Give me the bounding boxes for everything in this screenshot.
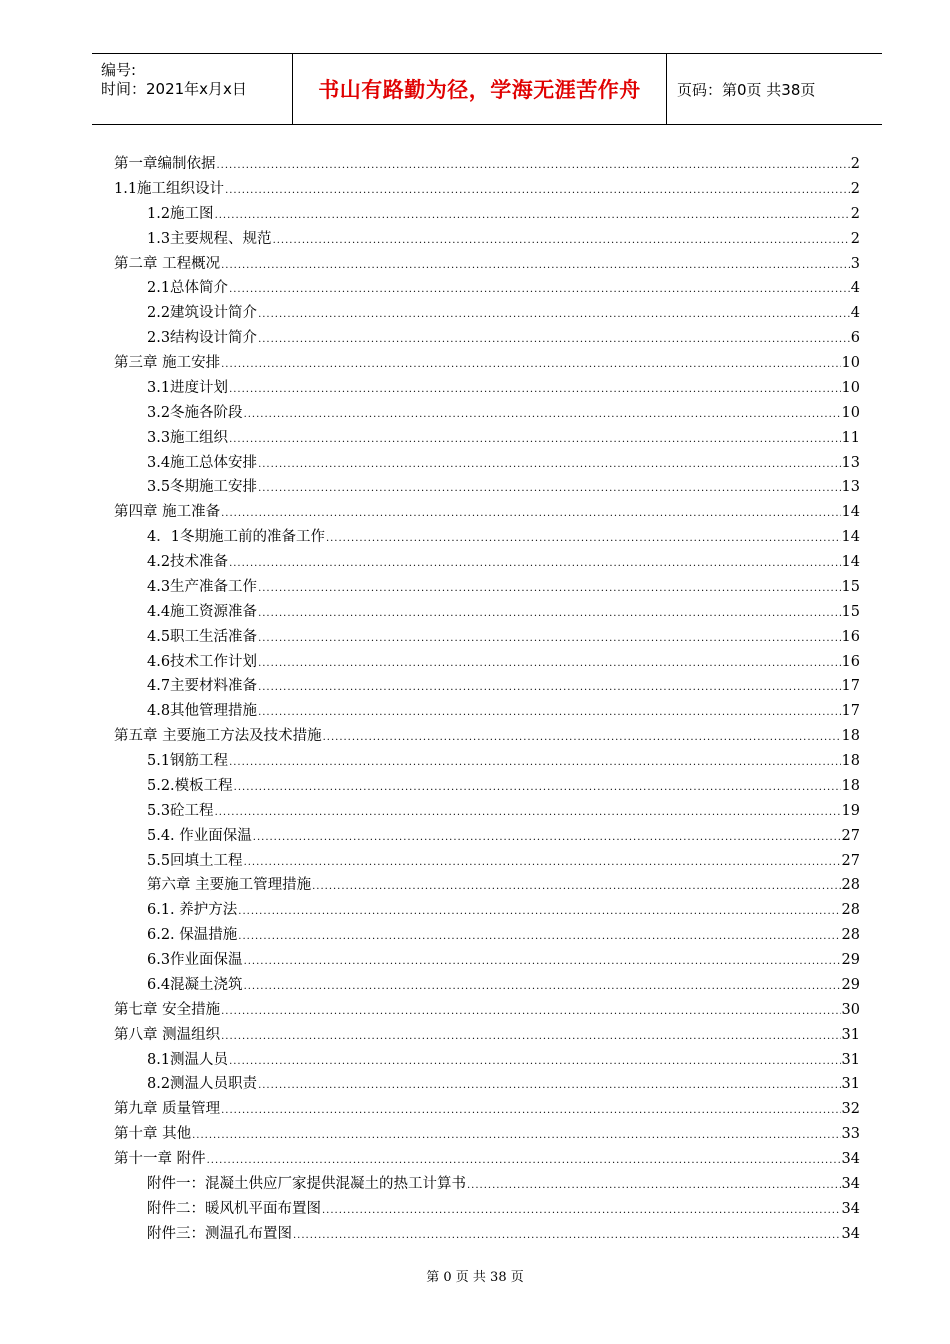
page-footer: 第 0 页 共 38 页 bbox=[426, 1270, 524, 1285]
toc-leader-dots bbox=[229, 552, 840, 577]
toc-entry[interactable] bbox=[114, 550, 860, 575]
toc-entry-page: 33 bbox=[841, 1126, 860, 1143]
toc-leader-dots bbox=[221, 1025, 840, 1050]
toc-entry-page: 16 bbox=[841, 653, 860, 670]
toc-entry[interactable] bbox=[114, 227, 860, 252]
toc-entry[interactable] bbox=[114, 923, 860, 948]
toc-entry-title: 附件二：暖风机平面布置图 bbox=[147, 1200, 321, 1217]
toc-leader-dots bbox=[229, 278, 850, 303]
toc-entry[interactable] bbox=[114, 1122, 860, 1147]
toc-entry[interactable] bbox=[114, 1023, 860, 1048]
toc-entry-title: 3.1进度计划 bbox=[147, 379, 229, 396]
toc-entry-page: 34 bbox=[841, 1151, 860, 1167]
toc-entry-page: 31 bbox=[841, 1026, 860, 1043]
toc-leader-dots bbox=[215, 801, 841, 826]
toc-entry[interactable] bbox=[114, 824, 860, 849]
toc-entry[interactable] bbox=[114, 451, 860, 476]
toc-entry[interactable] bbox=[114, 849, 860, 874]
toc-entry-title: 3.5冬期施工安排 bbox=[147, 479, 258, 496]
toc-leader-dots bbox=[273, 229, 850, 254]
toc-entry-page: 10 bbox=[841, 404, 860, 421]
toc-entry[interactable] bbox=[114, 376, 860, 401]
document-time: 时间：2021年x月x日 bbox=[101, 80, 247, 98]
toc-leader-dots bbox=[323, 726, 841, 751]
toc-entry[interactable] bbox=[114, 1222, 860, 1247]
toc-entry-title: 6.1. 养护方法 bbox=[147, 902, 238, 919]
toc-entry-title: 3.2冬施各阶段 bbox=[147, 404, 243, 421]
toc-leader-dots bbox=[258, 652, 840, 677]
toc-entry[interactable] bbox=[114, 1197, 860, 1222]
toc-entry[interactable] bbox=[114, 276, 860, 301]
toc-entry-page: 28 bbox=[841, 902, 860, 919]
document-header bbox=[92, 53, 882, 125]
toc-leader-dots bbox=[207, 1149, 841, 1174]
header-page-info: 页码：第0页 共38页 bbox=[677, 80, 816, 99]
toc-leader-dots bbox=[238, 925, 840, 950]
toc-entry[interactable] bbox=[114, 799, 860, 824]
toc-entry-page: 2 bbox=[850, 180, 860, 197]
toc-entry-page: 4 bbox=[850, 305, 860, 322]
toc-entry-page: 27 bbox=[841, 827, 860, 844]
toc-entry-title: 8.1测温人员 bbox=[147, 1051, 229, 1068]
toc-entry-page: 31 bbox=[841, 1076, 860, 1093]
toc-leader-dots bbox=[229, 378, 840, 403]
toc-entry[interactable] bbox=[114, 326, 860, 351]
toc-leader-dots bbox=[253, 826, 841, 851]
toc-entry-page: 31 bbox=[841, 1051, 860, 1068]
toc-entry-page: 28 bbox=[841, 927, 860, 944]
toc-entry-title: 第五章 主要施工方法及技术措施 bbox=[114, 728, 322, 745]
toc-entry[interactable] bbox=[114, 600, 860, 625]
toc-leader-dots bbox=[234, 776, 841, 801]
toc-entry-page: 4 bbox=[850, 280, 860, 297]
toc-entry-title: 第六章 主要施工管理措施 bbox=[147, 877, 312, 894]
toc-entry[interactable] bbox=[114, 401, 860, 426]
toc-entry-title: 3.3施工组织 bbox=[147, 429, 229, 446]
toc-entry-page: 13 bbox=[841, 454, 860, 471]
toc-entry-title: 1.1施工组织设计 bbox=[114, 180, 225, 197]
toc-entry[interactable] bbox=[114, 301, 860, 326]
toc-entry[interactable] bbox=[114, 998, 860, 1023]
toc-entry[interactable] bbox=[114, 525, 860, 550]
toc-leader-dots bbox=[244, 975, 841, 1000]
toc-entry-page: 32 bbox=[841, 1101, 860, 1118]
toc-entry-title: 4.6技术工作计划 bbox=[147, 653, 258, 670]
toc-entry-title: 8.2测温人员职责 bbox=[147, 1076, 258, 1093]
toc-entry-title: 2.2建筑设计简介 bbox=[147, 305, 258, 322]
document-code-label: 编号: bbox=[101, 61, 137, 79]
header-motto-cell bbox=[293, 54, 667, 124]
toc-entry[interactable] bbox=[114, 252, 860, 277]
toc-leader-dots bbox=[258, 453, 840, 478]
toc-entry-title: 2.3结构设计简介 bbox=[147, 330, 258, 347]
toc-entry-page: 30 bbox=[841, 1001, 860, 1018]
toc-entry-page: 10 bbox=[841, 379, 860, 396]
toc-entry[interactable] bbox=[114, 774, 860, 799]
toc-leader-dots bbox=[258, 1074, 840, 1099]
toc-entry-page: 34 bbox=[841, 1175, 860, 1192]
toc-entry-title: 1.3主要规程、规范 bbox=[147, 230, 272, 247]
toc-leader-dots bbox=[258, 303, 850, 328]
toc-entry-page: 34 bbox=[841, 1200, 860, 1217]
toc-leader-dots bbox=[244, 851, 841, 876]
toc-entry-title: 第二章 工程概况 bbox=[114, 255, 221, 272]
toc-entry[interactable] bbox=[114, 1172, 860, 1197]
toc-entry-page: 17 bbox=[841, 678, 860, 695]
toc-entry-title: 4．1冬期施工前的准备工作 bbox=[147, 529, 325, 546]
toc-entry[interactable] bbox=[114, 973, 860, 998]
toc-entry-title: 第一章编制依据 bbox=[114, 156, 216, 172]
toc-entry-page: 14 bbox=[841, 529, 860, 546]
toc-entry[interactable] bbox=[114, 351, 860, 376]
toc-leader-dots bbox=[221, 353, 840, 378]
toc-entry[interactable] bbox=[114, 500, 860, 525]
toc-leader-dots bbox=[221, 1099, 840, 1124]
toc-entry-title: 附件一：混凝土供应厂家提供混凝土的热工计算书 bbox=[147, 1175, 466, 1192]
toc-leader-dots bbox=[258, 627, 840, 652]
toc-entry-title: 1.2施工图 bbox=[147, 205, 214, 222]
toc-entry-title: 4.3生产准备工作 bbox=[147, 578, 258, 595]
toc-entry-page: 14 bbox=[841, 504, 860, 521]
header-motto: 书山有路勤为径，学海无涯苦作舟 bbox=[318, 78, 641, 102]
toc-entry[interactable] bbox=[114, 152, 860, 177]
toc-leader-dots bbox=[322, 1199, 841, 1224]
toc-leader-dots bbox=[258, 328, 850, 353]
toc-entry-title: 5.3砼工程 bbox=[147, 802, 214, 819]
toc-leader-dots bbox=[221, 502, 840, 527]
toc-leader-dots bbox=[221, 254, 850, 279]
toc-entry-title: 4.4施工资源准备 bbox=[147, 603, 258, 620]
toc-entry[interactable] bbox=[114, 475, 860, 500]
toc-entry-title: 5.2.模板工程 bbox=[147, 777, 233, 794]
toc-entry-title: 4.8其他管理措施 bbox=[147, 703, 258, 720]
toc-entry[interactable] bbox=[114, 426, 860, 451]
toc-leader-dots bbox=[229, 428, 840, 453]
toc-entry-title: 第十章 其他 bbox=[114, 1126, 192, 1143]
toc-entry-title: 6.4混凝土浇筑 bbox=[147, 976, 243, 993]
toc-entry[interactable] bbox=[114, 749, 860, 774]
toc-entry-page: 29 bbox=[841, 952, 860, 968]
toc-entry-title: 4.5职工生活准备 bbox=[147, 628, 258, 645]
toc-entry-title: 附件三：测温孔布置图 bbox=[147, 1225, 292, 1242]
toc-entry-page: 2 bbox=[850, 230, 860, 247]
header-meta-cell bbox=[92, 54, 293, 124]
toc-leader-dots bbox=[215, 204, 850, 229]
toc-entry-title: 第四章 施工准备 bbox=[114, 504, 221, 521]
toc-entry[interactable] bbox=[114, 625, 860, 650]
toc-entry-page: 17 bbox=[841, 703, 860, 720]
toc-entry-page: 34 bbox=[841, 1225, 860, 1242]
toc-leader-dots bbox=[258, 577, 840, 602]
toc-entry-title: 第七章 安全措施 bbox=[114, 1001, 221, 1018]
toc-leader-dots bbox=[221, 1000, 840, 1025]
toc-entry[interactable] bbox=[114, 650, 860, 675]
toc-leader-dots bbox=[229, 1050, 840, 1075]
toc-leader-dots bbox=[312, 875, 840, 900]
toc-entry-page: 13 bbox=[841, 479, 860, 496]
toc-leader-dots bbox=[258, 701, 840, 726]
toc-entry[interactable] bbox=[114, 1072, 860, 1097]
toc-leader-dots bbox=[238, 900, 840, 925]
toc-entry-page: 18 bbox=[841, 777, 860, 794]
toc-entry-page: 14 bbox=[841, 554, 860, 570]
toc-entry-title: 第九章 质量管理 bbox=[114, 1101, 221, 1118]
toc-leader-dots bbox=[258, 602, 840, 627]
toc-leader-dots bbox=[326, 527, 841, 552]
table-of-contents bbox=[114, 152, 860, 1247]
toc-entry-page: 18 bbox=[841, 753, 860, 769]
toc-entry-title: 2.1总体简介 bbox=[147, 280, 229, 297]
toc-leader-dots bbox=[258, 477, 840, 502]
toc-entry-page: 15 bbox=[841, 603, 860, 620]
toc-entry-page: 16 bbox=[841, 628, 860, 645]
toc-leader-dots bbox=[229, 751, 840, 776]
toc-entry[interactable] bbox=[114, 898, 860, 923]
toc-entry[interactable] bbox=[114, 873, 860, 898]
toc-entry-title: 6.3作业面保温 bbox=[147, 952, 243, 968]
toc-entry-page: 27 bbox=[841, 852, 860, 869]
toc-entry[interactable] bbox=[114, 674, 860, 699]
toc-entry-title: 第三章 施工安排 bbox=[114, 355, 221, 371]
toc-entry-title: 4.7主要材料准备 bbox=[147, 678, 258, 695]
toc-leader-dots bbox=[467, 1174, 841, 1199]
toc-entry-page: 18 bbox=[841, 728, 860, 745]
toc-entry[interactable] bbox=[114, 699, 860, 724]
toc-entry-page: 29 bbox=[841, 976, 860, 993]
toc-entry-page: 6 bbox=[850, 330, 860, 347]
header-page-cell bbox=[667, 54, 882, 124]
toc-entry[interactable] bbox=[114, 202, 860, 227]
toc-entry-page: 19 bbox=[841, 802, 860, 819]
toc-entry-title: 5.5回填土工程 bbox=[147, 852, 243, 869]
toc-entry-title: 4.2技术准备 bbox=[147, 554, 229, 570]
toc-entry-page: 11 bbox=[841, 429, 860, 446]
toc-leader-dots bbox=[217, 154, 850, 179]
toc-entry-title: 3.4施工总体安排 bbox=[147, 454, 258, 471]
toc-entry[interactable] bbox=[114, 575, 860, 600]
toc-entry-title: 第十一章 附件 bbox=[114, 1151, 206, 1167]
toc-entry[interactable] bbox=[114, 177, 860, 202]
toc-leader-dots bbox=[192, 1124, 840, 1149]
toc-entry[interactable] bbox=[114, 724, 860, 749]
toc-entry-title: 6.2. 保温措施 bbox=[147, 927, 238, 944]
toc-entry-title: 5.1钢筋工程 bbox=[147, 753, 229, 769]
toc-entry-page: 10 bbox=[841, 355, 860, 371]
toc-leader-dots bbox=[244, 403, 841, 428]
toc-leader-dots bbox=[293, 1224, 841, 1249]
toc-entry-page: 3 bbox=[850, 255, 860, 272]
toc-entry-title: 5.4. 作业面保温 bbox=[147, 827, 252, 844]
toc-entry-page: 28 bbox=[841, 877, 860, 894]
toc-leader-dots bbox=[258, 676, 840, 701]
toc-leader-dots bbox=[244, 950, 841, 975]
toc-entry[interactable] bbox=[114, 1147, 860, 1172]
toc-leader-dots bbox=[225, 179, 850, 204]
toc-entry-page: 15 bbox=[841, 578, 860, 595]
toc-entry[interactable] bbox=[114, 1048, 860, 1073]
toc-entry-page: 2 bbox=[850, 205, 860, 222]
toc-entry-title: 第八章 测温组织 bbox=[114, 1026, 221, 1043]
toc-entry-page: 2 bbox=[850, 156, 860, 172]
toc-entry[interactable] bbox=[114, 1097, 860, 1122]
toc-entry[interactable] bbox=[114, 948, 860, 973]
